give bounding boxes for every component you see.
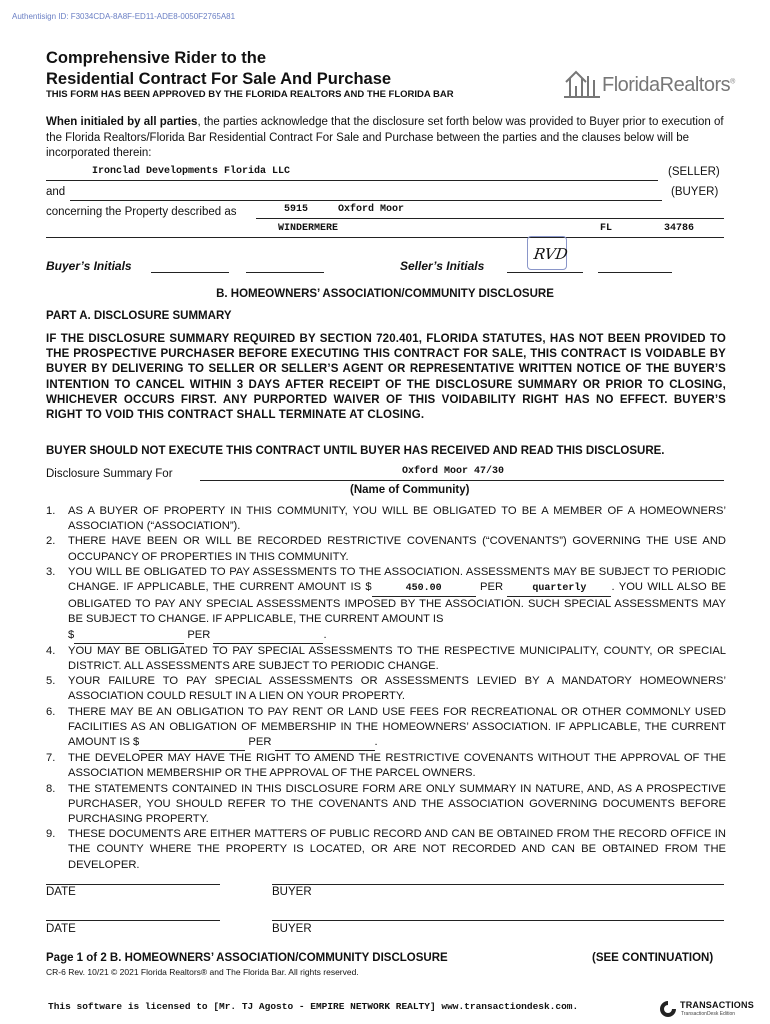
buyer-signature-line-2[interactable] [272,920,724,921]
initial-stamp-box [527,236,567,270]
florida-realtors-logo [562,66,734,100]
zip: 34786 [664,223,695,234]
community-name-field[interactable] [200,466,724,481]
intro-paragraph [46,115,728,162]
intro-text: , the parties acknowledge that the disclosure set forth below was provided to Buyer prior to execution of the Florida Realtors/Florida Bar Residential Contract For Sale and Purchase between the parties and the clauses below will be incorporated therein: [46,116,724,159]
buyer-name-field[interactable] [70,186,662,201]
and-label: and [46,186,66,198]
section-title: B. HOMEOWNERS’ ASSOCIATION/COMMUNITY DISCLOSURE [216,288,554,300]
community-name: Oxford Moor 47/30 [402,466,505,477]
city: WINDERMERE [278,223,339,234]
date-label-2: DATE [46,923,76,935]
property-street-field[interactable] [256,204,724,219]
logo-text: FloridaRealtors® [602,74,735,96]
community-caption: (Name of Community) [350,484,470,496]
state: FL [600,223,613,234]
buyer-sign-label-1: BUYER [272,886,312,898]
buyer-signature-line-1[interactable] [272,884,724,885]
transactiondesk-logo [658,998,753,1020]
fee-period-field[interactable] [275,735,375,751]
see-continuation: (SEE CONTINUATION) [592,952,714,964]
summary-for-label: Disclosure Summary For [46,468,173,480]
authentisign-id: Authentisign ID: F3034CDA-8A8F-ED11-ADE8-0050F2765A81 [12,12,236,21]
license-notice: This software is licensed to [Mr. TJ Agosto - EMPIRE NETWORK REALTY] www.transactiondesk.com. [48,1001,579,1012]
td-swirl-icon [658,999,678,1019]
list-item: 9. THESE DOCUMENTS ARE EITHER MATTERS OF PUBLIC RECORD AND CAN BE OBTAINED FROM THE RECORD OFFICE IN THE COUNTY WHERE THE PROPERTY IS LOCATED, OR ARE NOT RECORDED AND CAN BE OBTAINED FROM THE DEVELOPER. [46,828,726,871]
assessment-amount: 450.00 [405,583,442,595]
list-item: 7. THE DEVELOPER MAY HAVE THE RIGHT TO AMEND THE RESTRICTIVE COVENANTS WITHOUT THE APPROVAL OF THE ASSOCIATION MEMBERSHIP OR THE APPROVAL OF THE PARCEL OWNERS. [46,752,726,780]
date-label-1: DATE [46,886,76,898]
property-city-field[interactable] [46,223,724,238]
buyer-initials-label: Buyer’s Initials [46,259,132,273]
buyer-sign-label-2: BUYER [272,923,312,935]
voidability-warning: IF THE DISCLOSURE SUMMARY REQUIRED BY SECTION 720.401, FLORIDA STATUTES, HAS NOT BEEN PROVIDED TO THE PROSPECTIVE PURCHASER BEFORE EXECUTING THIS CONTRACT FOR SALE, THIS CONTRACT IS VOIDABLE BY BUYER BY DELIVERING TO SELLER OR SELLER’S AGENT OR REPRESENTATIVE WRITTEN NOTICE OF THE BUYER’S INTENTION TO CANCEL WITHIN 3 DAYS AFTER RECEIPT OF THE DISCLOSURE SUMMARY OR PRIOR TO CLOSING, WHICHEVER OCCURS FIRST. ANY PURPORTED WAIVER OF THIS VOIDABILITY RIGHT HAS NO EFFECT. BUYER’S RIGHT TO VOID THIS CONTRACT SHALL TERMINATE AT CLOSING. [46,333,726,422]
house-logo-icon [562,66,602,100]
list-item: 5. YOUR FAILURE TO PAY SPECIAL ASSESSMENTS OR ASSESSMENTS LEVIED BY A MANDATORY HOMEOWNERS’ ASSOCIATION COULD RESULT IN A LIEN ON YOUR PROPERTY. [46,675,726,703]
special-assessment-period-field[interactable] [213,628,323,644]
form-title [46,48,486,90]
buyer-initial-1[interactable] [151,256,229,273]
seller-name-value: Ironclad Developments Florida LLC [92,166,291,177]
seller-initial-2[interactable] [598,256,672,273]
td-logo-text: TRANSACTIONS [680,1000,754,1010]
fee-amount-field[interactable] [139,735,245,751]
street-number: 5915 [284,204,309,215]
list-item: 2. THERE HAVE BEEN OR WILL BE RECORDED RESTRICTIVE COVENANTS (“COVENANTS”) GOVERNING THE USE AND OCCUPANCY OF PROPERTIES IN THIS COMMUNITY. [46,535,726,563]
property-label: concerning the Property described as [46,206,237,218]
page-footer: Page 1 of 2 B. HOMEOWNERS’ ASSOCIATION/COMMUNITY DISCLOSURE [46,952,448,964]
td-logo-subtext: TransactionDesk Edition [681,1011,736,1017]
date-line-2[interactable] [46,920,220,921]
form-subtitle: THIS FORM HAS BEEN APPROVED BY THE FLORIDA REALTORS AND THE FLORIDA BAR [46,89,454,100]
buyer-label: (BUYER) [671,186,719,198]
seller-initials-label: Seller’s Initials [400,259,485,273]
assessment-period: quarterly [532,583,587,595]
intro-lead: When initialed by all parties [46,116,198,128]
seller-initials-signature: RVD [532,245,569,263]
list-item: 4. YOU MAY BE OBLIGATED TO PAY SPECIAL ASSESSMENTS TO THE RESPECTIVE MUNICIPALITY, COUNTY, OR SPECIAL DISTRICT. ALL ASSESSMENTS ARE SUBJECT TO PERIODIC CHANGE. [46,644,726,673]
list-item: 1. AS A BUYER OF PROPERTY IN THIS COMMUNITY, YOU WILL BE OBLIGATED TO BE A MEMBER OF A HOMEOWNERS’ ASSOCIATION (“ASSOCIATION”). [46,505,726,533]
assessment-period-field[interactable] [507,580,611,597]
list-item: 3. YOU WILL BE OBLIGATED TO PAY ASSESSMENTS TO THE ASSOCIATION. ASSESSMENTS MAY BE SUBJECT TO PERIODIC CHANGE. IF APPLICABLE, THE CURRENT AMOUNT IS $ 450.00 PER quarterly . YOU WILL ALSO BE OBLIGATED TO PAY ANY SPECIAL ASSESSMENTS IMPOSED BY THE ASSOCIATION. SUCH SPECIAL ASSESSMENTS MAY BE SUBJECT TO CHANGE. IF APPLICABLE, THE CURRENT AMOUNT IS $ PER . [46,565,726,644]
seller-label: (SELLER) [668,166,720,178]
disclosure-items [46,504,726,873]
buyer-notice: BUYER SHOULD NOT EXECUTE THIS CONTRACT UNTIL BUYER HAS RECEIVED AND READ THIS DISCLOSURE. [46,445,665,457]
list-item: 6. THERE MAY BE AN OBLIGATION TO PAY RENT OR LAND USE FEES FOR RECREATIONAL OR OTHER COMMONLY USED FACILITIES AS AN OBLIGATION OF MEMBERSHIP IN THE HOMEOWNERS’ ASSOCIATION. IF APPLICABLE, THE CURRENT AMOUNT IS $ PER . [46,705,726,752]
list-item: 8. THE STATEMENTS CONTAINED IN THIS DISCLOSURE FORM ARE ONLY SUMMARY IN NATURE, AND, AS A PROSPECTIVE PURCHASER, YOU SHOULD REFER TO THE COVENANTS AND THE ASSOCIATION GOVERNING DOCUMENTS BEFORE PURCHASING PROPERTY. [46,782,726,826]
street-name: Oxford Moor [338,204,405,215]
seller-initial-1[interactable] [507,245,583,273]
date-line-1[interactable] [46,884,220,885]
form-title-line-2: Residential Contract For Sale And Purchase [46,70,392,88]
part-a-heading: PART A. DISCLOSURE SUMMARY [46,310,232,322]
assessment-amount-field[interactable] [372,580,476,597]
registered-mark: ® [730,78,735,86]
copyright: CR-6 Rev. 10/21 © 2021 Florida Realtors® and The Florida Bar. All rights reserved. [46,967,359,977]
seller-name-field[interactable] [46,166,658,181]
buyer-initial-2[interactable] [246,256,324,273]
special-assessment-amount-field[interactable] [74,628,184,644]
form-title-line-1: Comprehensive Rider to the [46,49,267,67]
